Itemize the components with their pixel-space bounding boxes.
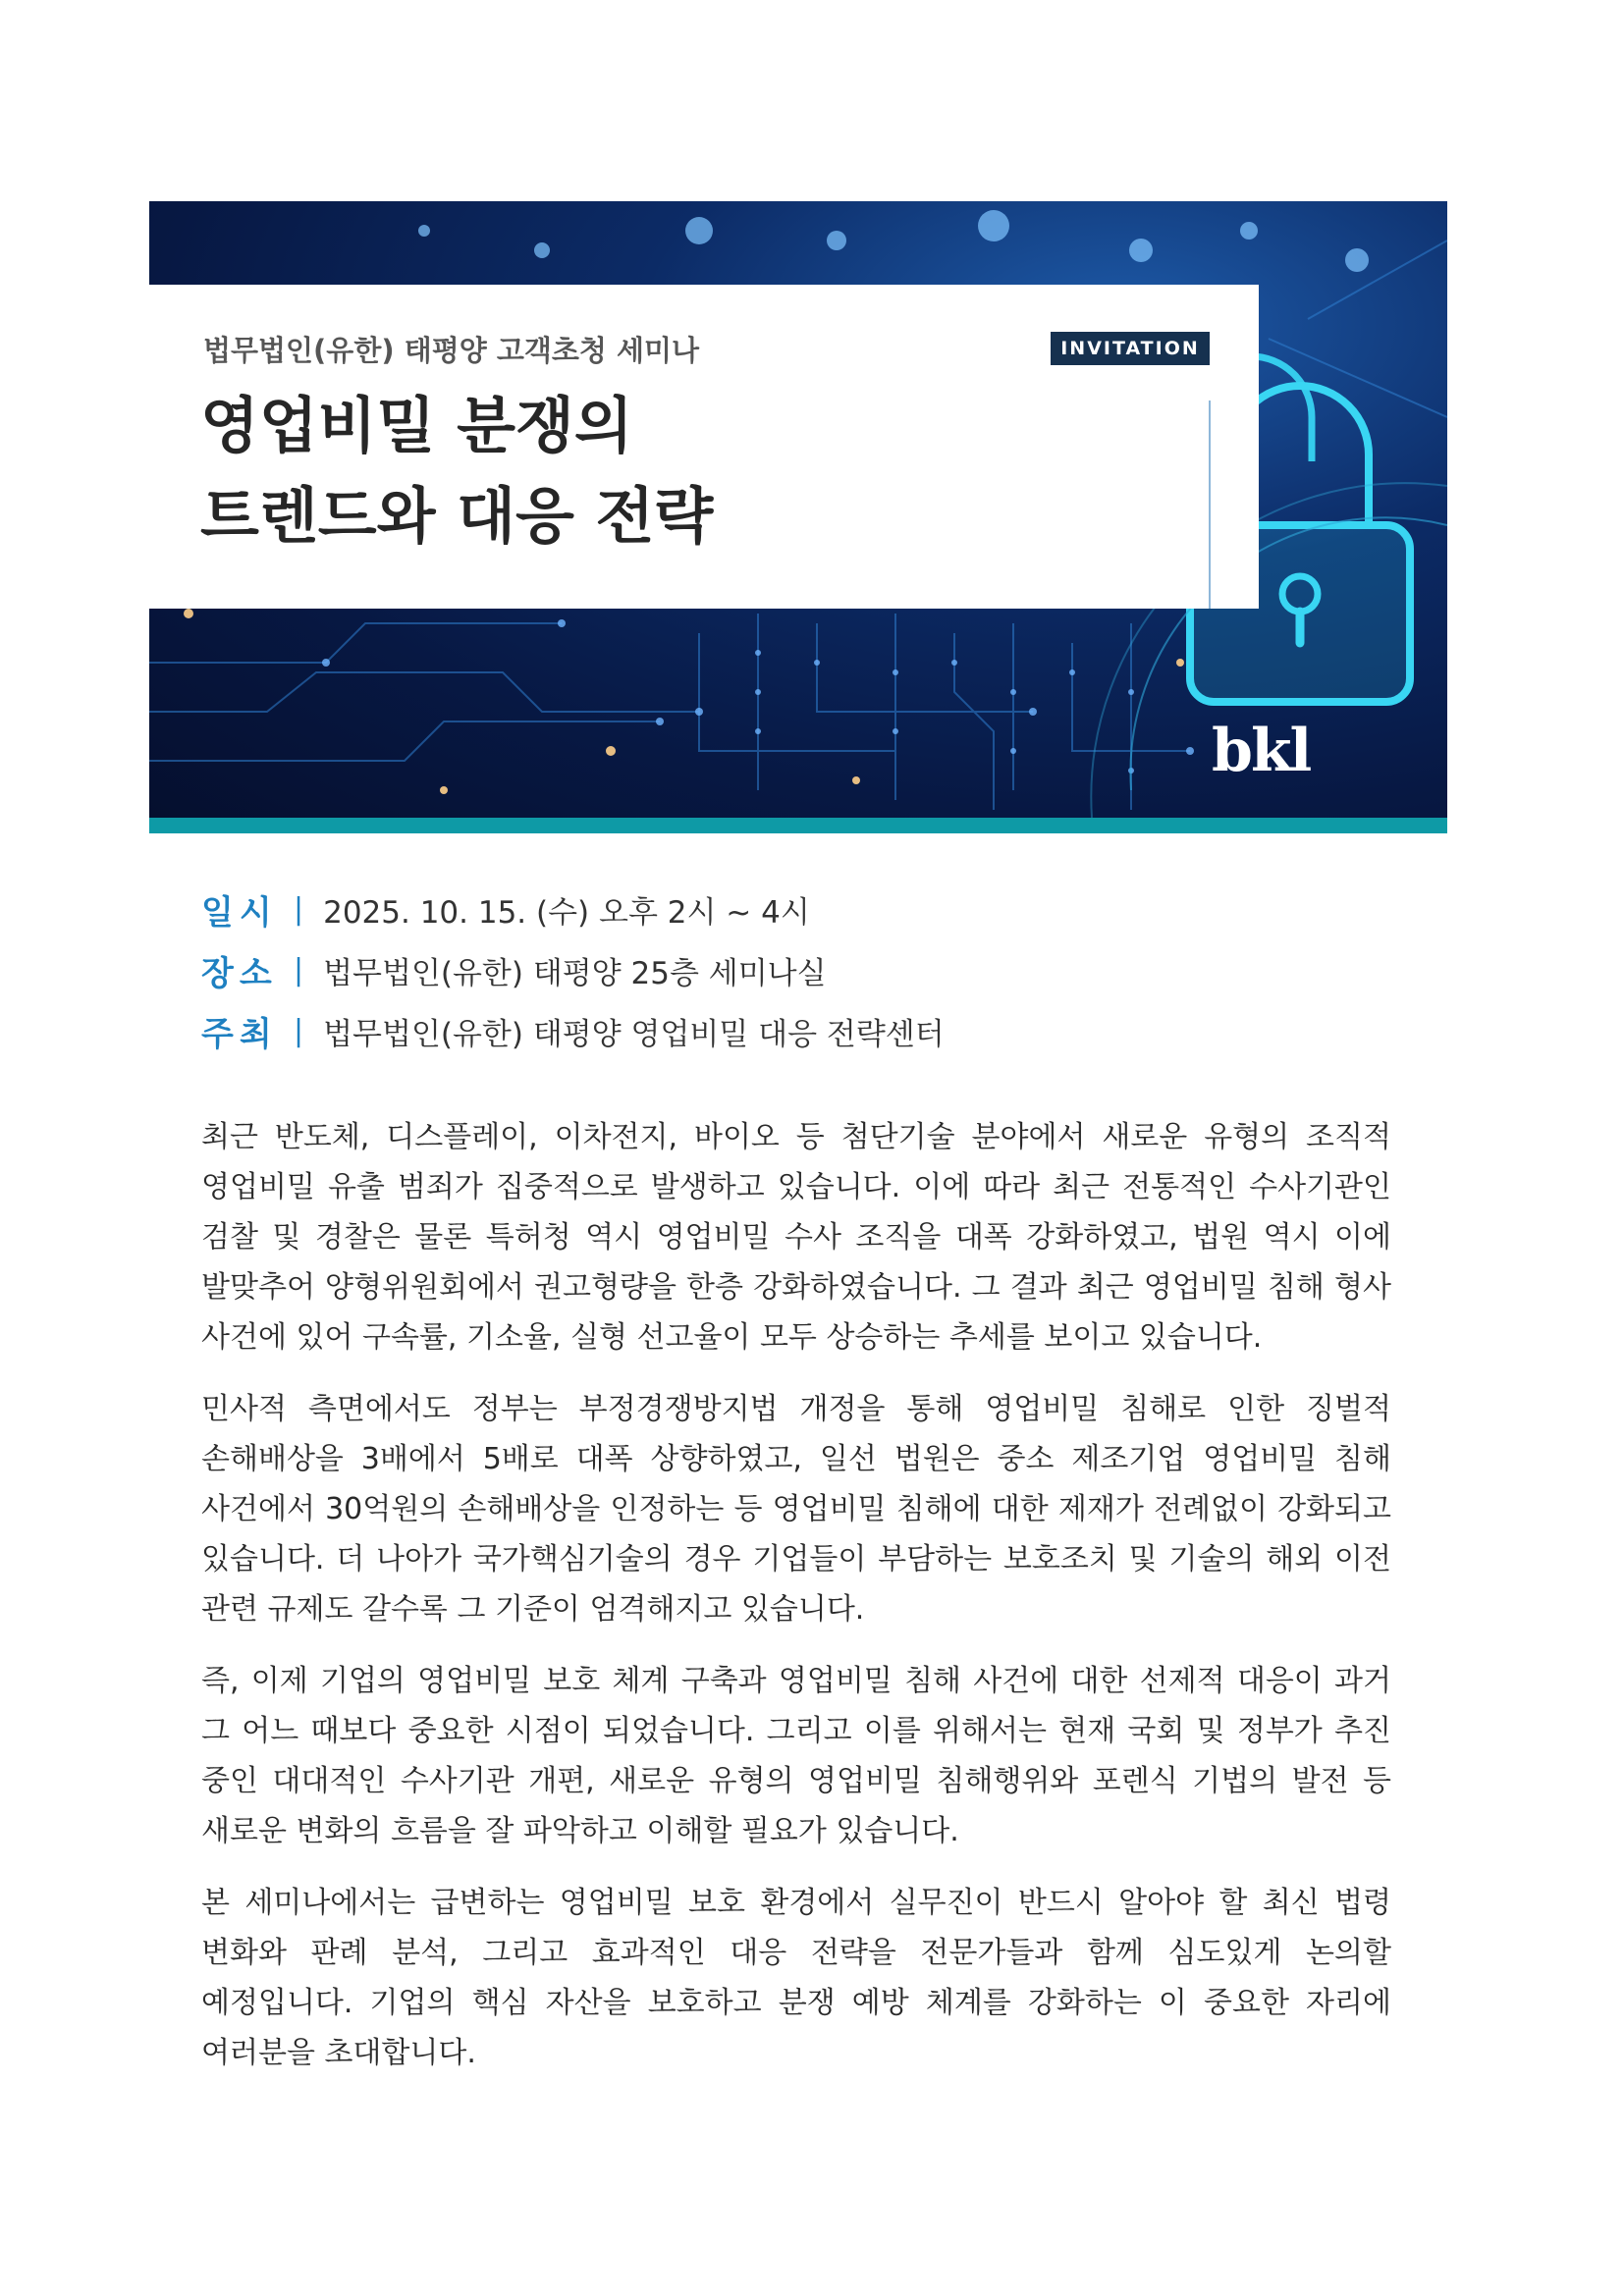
- place-value: 법무법인(유한) 태평양 25층 세미나실: [323, 955, 827, 991]
- paragraph-1: 최근 반도체, 디스플레이, 이차전지, 바이오 등 첨단기술 분야에서 새로운 유형의 조직적 영업비밀 유출 범죄가 집중적으로 발생하고 있습니다. 이에 따라 최근 전통적인 수사기관인 검찰 및 경찰은 물론 특허청 역시 영업비밀 수사 조직을 대폭 강화하였고, 법원 역시 이에 발맞추어 양형위원회에서 권고형량을 한층 강화하였습니다. 그 결과 최근 영업비밀 침해 형사 사건에 있어 구속률, 기소율, 실형 선고율이 모두 상승하는 추세를 보이고 있습니다.: [201, 1120, 1391, 1355]
- event-title-line-1: 영업비밀 분쟁의: [200, 390, 633, 461]
- event-title: [200, 381, 713, 561]
- invitation-body: [201, 1112, 1391, 2100]
- bkl-logo: bkl: [1212, 717, 1311, 785]
- date-separator: |: [294, 891, 304, 927]
- host-separator: |: [294, 1013, 304, 1048]
- card-divider: [1209, 400, 1211, 609]
- place-row: [201, 939, 945, 1000]
- event-info: [201, 879, 945, 1061]
- event-subtitle: 법무법인(유한) 태평양 고객초청 세미나: [203, 334, 700, 367]
- date-row: [201, 879, 945, 939]
- event-title-line-2: 트렌드와 대응 전략: [200, 480, 714, 552]
- host-value: 법무법인(유한) 태평양 영업비밀 대응 전략센터: [323, 1016, 945, 1052]
- date-value: 2025. 10. 15. (수) 오후 2시 ~ 4시: [323, 894, 810, 931]
- invitation-badge: INVITATION: [1051, 332, 1210, 365]
- paragraph-4: 본 세미나에서는 급변하는 영업비밀 보호 환경에서 실무진이 반드시 알아야 할 최신 법령 변화와 판례 분석, 그리고 효과적인 대응 전략을 전문가들과 함께 심도있게 논의할 예정입니다. 기업의 핵심 자산을 보호하고 분쟁 예방 체계를 강화하는 이 중요한 자리에 여러분을 초대합니다.: [201, 1886, 1391, 2070]
- paragraph-3: 즉, 이제 기업의 영업비밀 보호 체계 구축과 영업비밀 침해 사건에 대한 선제적 대응이 과거 그 어느 때보다 중요한 시점이 되었습니다. 그리고 이를 위해서는 현재 국회 및 정부가 추진 중인 대대적인 수사기관 개편, 새로운 유형의 영업비밀 침해행위와 포렌식 기법의 발전 등 새로운 변화의 흐름을 잘 파악하고 이해할 필요가 있습니다.: [201, 1664, 1391, 1848]
- host-row: [201, 1000, 945, 1061]
- place-separator: |: [294, 952, 304, 988]
- host-label: 주최: [201, 1014, 278, 1054]
- title-card: [149, 285, 1259, 609]
- accent-bar: [149, 818, 1447, 833]
- paragraph-2: 민사적 측면에서도 정부는 부정경쟁방지법 개정을 통해 영업비밀 침해로 인한 징벌적 손해배상을 3배에서 5배로 대폭 상향하였고, 일선 법원은 중소 제조기업 영업비밀 침해 사건에서 30억원의 손해배상을 인정하는 등 영업비밀 침해에 대한 제재가 전례없이 강화되고 있습니다. 더 나아가 국가핵심기술의 경우 기업들이 부담하는 보호조치 및 기술의 해외 이전 관련 규제도 갈수록 그 기준이 엄격해지고 있습니다.: [201, 1392, 1391, 1627]
- date-label: 일시: [201, 892, 278, 933]
- place-label: 장소: [201, 953, 278, 993]
